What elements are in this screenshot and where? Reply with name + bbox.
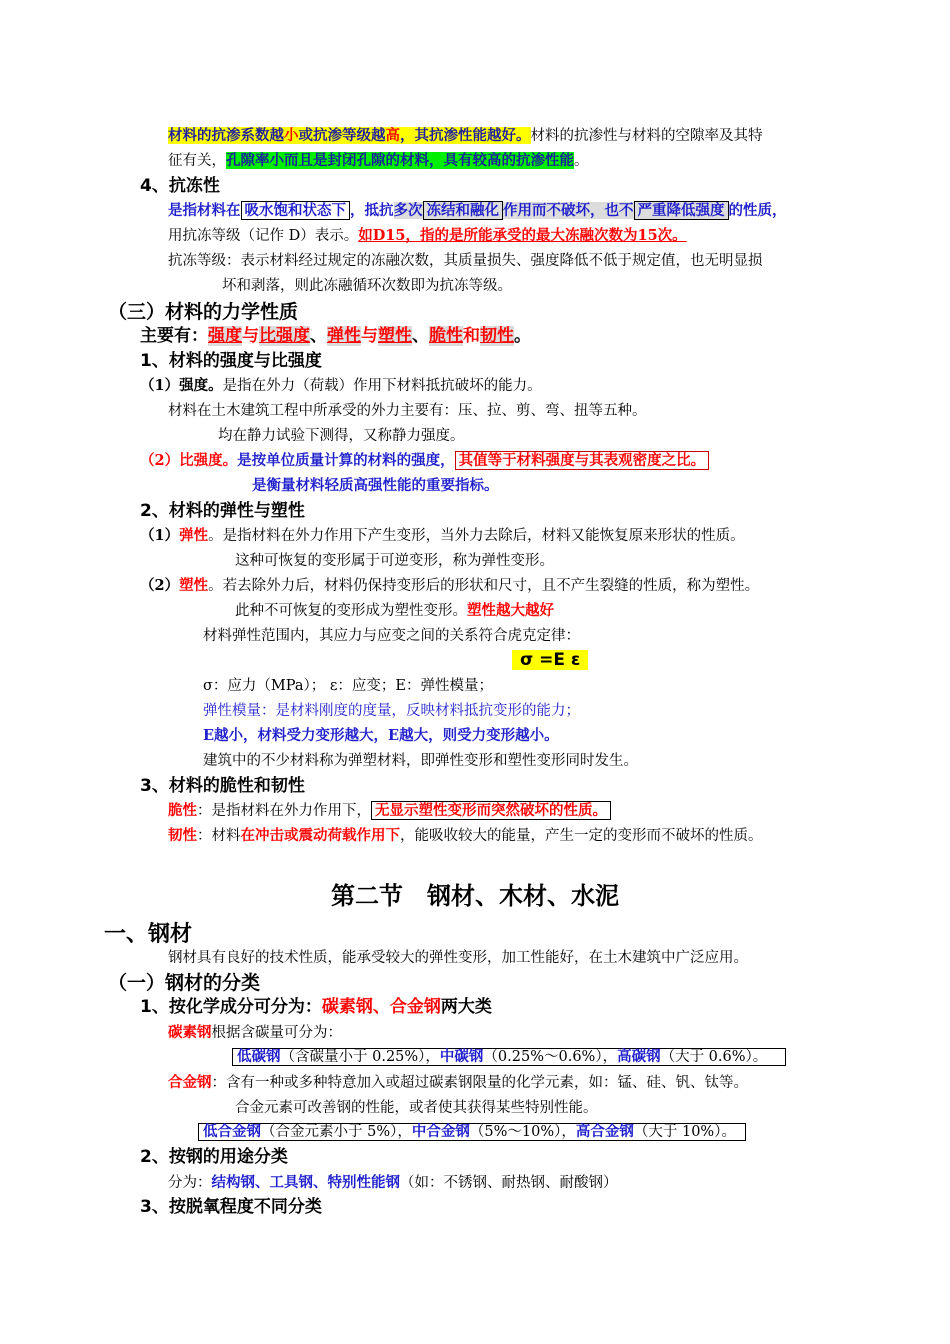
better-text: ，其抗渗性能越好。 (400, 127, 531, 144)
main-label: 主要有： (140, 326, 208, 346)
lightweight-high-strength-line: 是衡量材料轻质高强性能的重要指标。 (252, 477, 499, 494)
frost-grade-desc-1: 抗冻等级：表示材料经过规定的冻融次数，其质量损失、强度降低不低于规定值，也无明显损 (168, 253, 763, 269)
high-alloy-steel: 高合金钢 (575, 1123, 634, 1140)
use-label: 分为： (168, 1175, 212, 1191)
plasticity-label: 塑性 (179, 577, 209, 594)
alloy-steel-types-box (198, 1121, 746, 1143)
plastic-deformation-line (235, 600, 554, 622)
sep-1: 、 (310, 326, 327, 346)
specific-strength-line (140, 450, 709, 472)
plasticity-num: （2） (140, 577, 180, 594)
low-carbon-steel: 低碳钢 (237, 1048, 281, 1065)
brittleness-line (168, 800, 611, 822)
medium-alloy-steel: 中合金钢 (411, 1123, 470, 1140)
elastic-deformation-line: 这种可恢复的变形属于可逆变形，称为弹性变形。 (235, 553, 554, 569)
strength-definition (140, 375, 542, 397)
frost-grade-line (168, 225, 687, 247)
two-types: 两大类 (440, 997, 492, 1017)
sep-2: 、 (412, 326, 429, 346)
frost-definition-line (168, 200, 787, 222)
section-title: 第二节 钢材、木材、水泥 (331, 882, 619, 910)
specific-strength-label: （2）比强度。 (140, 452, 238, 469)
heading-steel-classification: （一）钢材的分类 (108, 972, 261, 994)
and-2: 与 (361, 326, 378, 346)
use-types: 结构钢、工具钢、特别性能钢 (211, 1174, 400, 1191)
heading-brittleness-toughness: 3、材料的脆性和韧性 (140, 776, 305, 796)
plasticity-better-text: 塑性越大越好 (467, 602, 554, 619)
frost-def-a: 是指材料在 (168, 202, 241, 219)
frost-grade-desc-2: 坏和剥落，则此冻融循环次数即为抗冻等级。 (222, 278, 512, 294)
closed-pore-highlight: 孔隙率小而且是封闭孔隙的材料，具有较高的抗渗性能 (226, 152, 574, 169)
grade-notation-text: 用抗冻等级（记作 D）表示。 (168, 228, 359, 244)
toughness-label: 韧性 (168, 827, 197, 844)
carbon-steel-line (168, 1022, 342, 1044)
heading-elasticity-plasticity: 2、材料的弹性与塑性 (140, 501, 305, 521)
toughness-term: 韧性 (480, 326, 514, 346)
impermeability-line-1 (168, 125, 763, 147)
brittle-failure-box: 无显示塑性变形而突然破坏的性质。 (371, 801, 611, 820)
related-text: 征有关， (168, 153, 226, 169)
brittleness-label: 脆性 (168, 802, 197, 819)
small-text: 小 (284, 127, 299, 144)
alloy-steel-label: 合金钢 (168, 1074, 212, 1091)
heading-strength: 1、材料的强度与比强度 (140, 351, 322, 371)
water-saturated-box: 吸水饱和状态下 (241, 201, 351, 220)
freeze-thaw-box: 冻结和融化 (423, 201, 504, 220)
impact-load-text: 在冲击或震动荷载作用下 (240, 827, 400, 844)
carbon-steel-types-box (232, 1046, 786, 1068)
use-types-line (168, 1172, 618, 1194)
high-text: 高 (385, 127, 400, 144)
composition-label: 1、按化学成分可分为： (140, 997, 322, 1017)
special-steel-examples: （如：不锈钢、耐热钢、耐酸钢） (400, 1175, 618, 1191)
high-carbon-range: （大于 0.6%）。 (660, 1049, 768, 1065)
specific-strength-def: 是按单位质量计算的材料的强度， (237, 452, 455, 469)
static-strength-line: 均在静力试验下测得，又称静力强度。 (218, 428, 465, 444)
frost-def-c: ，抵抗 (350, 202, 394, 219)
elasto-plastic-line: 建筑中的不少材料称为弹塑材料，即弹性变形和塑性变形同时发生。 (203, 753, 638, 769)
e-deformation-line: E越小，材料受力变形越大，E越大，则受力变形越小。 (203, 727, 559, 744)
carbon-alloy-steel: 碳素钢、合金钢 (321, 997, 441, 1017)
period-2: 。 (514, 326, 531, 346)
multiple-times-text: 多次 (393, 202, 423, 219)
elastic-modulus-line: 弹性模量：是材料刚度的度量，反映材料抵抗变形的能力； (203, 703, 580, 719)
elasticity-definition (140, 525, 745, 547)
classification-by-composition (140, 996, 492, 1018)
plasticity-def-text: 。若去除外力后，材料仍保持变形后的形状和尺寸，且不产生裂缝的性质，称为塑性。 (208, 578, 760, 594)
d15-example-text: 如D15，指的是所能承受的最大冻融次数为15次。 (358, 227, 687, 244)
medium-carbon-range: （0.25%～0.6%）， (483, 1049, 618, 1065)
heading-by-use: 2、按钢的用途分类 (140, 1147, 288, 1167)
alloy-elements-line: 合金元素可改善钢的性能，或者使其获得某些特别性能。 (235, 1100, 598, 1116)
low-alloy-range: （合金元素小于 5%）， (261, 1124, 412, 1140)
and-3: 和 (463, 326, 480, 346)
medium-carbon-steel: 中碳钢 (439, 1048, 484, 1065)
toughness-mid: ：材料 (197, 828, 241, 844)
period: 。 (574, 153, 589, 169)
frost-def-f: 作用而不破坏，也不 (503, 202, 634, 219)
elasticity-term: 弹性 (327, 326, 361, 346)
elasticity-def-text: 。是指材料在外力作用下产生变形，当外力去除后，材料又能恢复原来形状的性质。 (208, 528, 745, 544)
brittleness-def-text: ：是指材料在外力作用下， (197, 803, 371, 819)
hooke-law-line: 材料弹性范围内，其应力与应变之间的关系符合虎克定律： (203, 628, 580, 644)
porosity-relation-text: 材料的抗渗性与材料的空隙率及其特 (530, 128, 763, 144)
strength-term: 强度 (208, 326, 242, 346)
alloy-steel-def: ：含有一种或多种特意加入或超过碳素钢限量的化学元素，如：锰、硅、钒、钛等。 (211, 1075, 748, 1091)
frost-def-h: 的性质， (728, 202, 787, 219)
elasticity-label: 弹性 (179, 527, 209, 544)
brittleness-term: 脆性 (429, 326, 463, 346)
strength-def-text: 是指在外力（荷载）作用下材料抵抗破坏的能力。 (222, 378, 542, 394)
low-alloy-steel: 低合金钢 (203, 1123, 261, 1140)
carbon-steel-label: 碳素钢 (168, 1024, 212, 1041)
toughness-line (168, 825, 763, 847)
external-forces-line: 材料在土木建筑工程中所承受的外力主要有：压、拉、剪、弯、扭等五种。 (168, 403, 647, 419)
high-carbon-steel: 高碳钢 (617, 1048, 661, 1065)
alloy-steel-line (168, 1072, 748, 1094)
high-alloy-range: （大于 10%）。 (633, 1124, 736, 1140)
plastic-deformation-text: 此种不可恢复的变形成为塑性变形。 (235, 603, 467, 619)
grade-text: 或抗渗等级越 (298, 127, 386, 144)
mechanical-main-list (140, 325, 531, 347)
specific-strength-ratio-box: 其值等于材料强度与其表观密度之比。 (455, 451, 710, 470)
heading-frost-resistance: 4、抗冻性 (140, 176, 220, 196)
carbon-content-text: 根据含碳量可分为： (211, 1025, 342, 1041)
permeability-coefficient-text: 材料的抗渗系数越 (168, 127, 284, 144)
formula-text: σ =E ε (512, 650, 588, 670)
specific-strength-term: 比强度 (259, 326, 310, 346)
low-carbon-range: （含碳量小于 0.25%）， (280, 1049, 440, 1065)
and-1: 与 (242, 326, 259, 346)
plasticity-term: 塑性 (378, 326, 412, 346)
plasticity-definition (140, 575, 759, 597)
elasticity-num: （1） (140, 527, 180, 544)
heading-by-deoxidation: 3、按脱氧程度不同分类 (140, 1197, 322, 1217)
symbols-line: σ：应力（MPa）； ε：应变；E：弹性模量； (203, 678, 493, 694)
steel-intro: 钢材具有良好的技术性质，能承受较大的弹性变形，加工性能好，在土木建筑中广泛应用。 (168, 950, 748, 966)
medium-alloy-range: （5%～10%）， (469, 1124, 576, 1140)
heading-mechanical-properties: （三）材料的力学性质 (108, 301, 299, 323)
toughness-def-text: ，能吸收较大的能量，产生一定的变形而不破坏的性质。 (400, 828, 763, 844)
heading-steel: 一、钢材 (104, 922, 193, 947)
hooke-formula (512, 649, 588, 672)
strength-reduction-box: 严重降低强度 (634, 201, 729, 220)
impermeability-line-2 (168, 150, 589, 172)
strength-label: （1）强度。 (140, 377, 223, 394)
